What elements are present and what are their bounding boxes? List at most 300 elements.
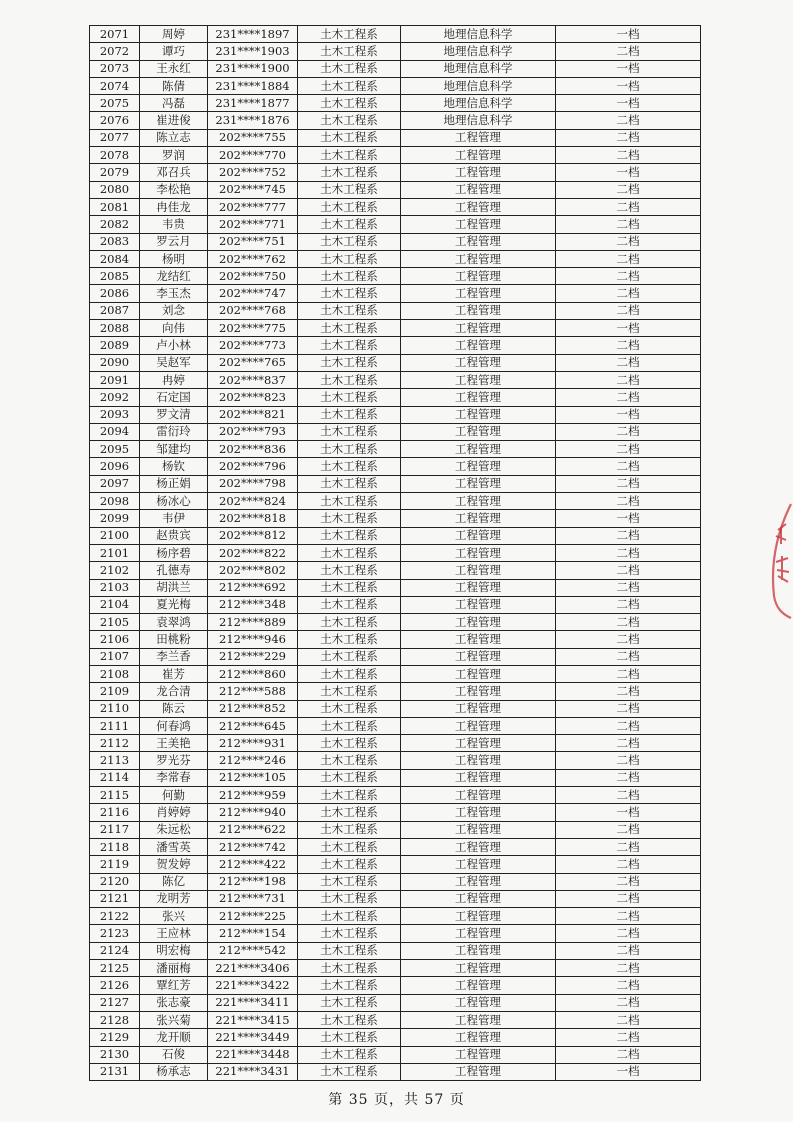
cell-major: 工程管理 <box>401 665 556 682</box>
cell-index: 2109 <box>90 683 140 700</box>
cell-index: 2122 <box>90 908 140 925</box>
table-row <box>90 389 701 406</box>
cell-department: 土木工程系 <box>298 821 401 838</box>
table-row <box>90 665 701 682</box>
cell-id: 221****3449 <box>208 1029 298 1046</box>
cell-major: 工程管理 <box>401 769 556 786</box>
table-row <box>90 320 701 337</box>
cell-name: 刘念 <box>140 302 208 319</box>
cell-grade: 一档 <box>556 406 701 423</box>
cell-department: 土木工程系 <box>298 890 401 907</box>
table-row <box>90 77 701 94</box>
cell-index: 2105 <box>90 614 140 631</box>
cell-name: 龙开顺 <box>140 1029 208 1046</box>
cell-grade: 二档 <box>556 112 701 129</box>
cell-id: 202****765 <box>208 354 298 371</box>
cell-major: 工程管理 <box>401 337 556 354</box>
cell-name: 周婷 <box>140 26 208 43</box>
cell-department: 土木工程系 <box>298 389 401 406</box>
cell-id: 202****750 <box>208 268 298 285</box>
cell-grade: 一档 <box>556 320 701 337</box>
table-row <box>90 821 701 838</box>
cell-index: 2072 <box>90 43 140 60</box>
cell-major: 工程管理 <box>401 735 556 752</box>
cell-index: 2102 <box>90 562 140 579</box>
cell-major: 工程管理 <box>401 354 556 371</box>
table-row <box>90 1046 701 1063</box>
cell-department: 土木工程系 <box>298 977 401 994</box>
table-row <box>90 596 701 613</box>
cell-name: 李松艳 <box>140 181 208 198</box>
cell-major: 工程管理 <box>401 648 556 665</box>
cell-department: 土木工程系 <box>298 1063 401 1080</box>
table-row <box>90 787 701 804</box>
cell-index: 2081 <box>90 198 140 215</box>
table-row <box>90 717 701 734</box>
cell-department: 土木工程系 <box>298 648 401 665</box>
cell-department: 土木工程系 <box>298 960 401 977</box>
cell-id: 231****1897 <box>208 26 298 43</box>
cell-major: 工程管理 <box>401 1046 556 1063</box>
cell-id: 202****747 <box>208 285 298 302</box>
cell-index: 2131 <box>90 1063 140 1080</box>
cell-name: 王美艳 <box>140 735 208 752</box>
cell-index: 2126 <box>90 977 140 994</box>
cell-id: 231****1876 <box>208 112 298 129</box>
table-row <box>90 1063 701 1080</box>
cell-major: 工程管理 <box>401 527 556 544</box>
table-row <box>90 268 701 285</box>
cell-major: 工程管理 <box>401 596 556 613</box>
cell-major: 工程管理 <box>401 544 556 561</box>
cell-department: 土木工程系 <box>298 285 401 302</box>
cell-department: 土木工程系 <box>298 250 401 267</box>
cell-index: 2125 <box>90 960 140 977</box>
table-row <box>90 700 701 717</box>
cell-id: 221****3422 <box>208 977 298 994</box>
cell-id: 202****822 <box>208 544 298 561</box>
cell-grade: 二档 <box>556 389 701 406</box>
cell-id: 221****3448 <box>208 1046 298 1063</box>
cell-grade: 二档 <box>556 1011 701 1028</box>
cell-name: 潘丽梅 <box>140 960 208 977</box>
cell-grade: 一档 <box>556 510 701 527</box>
red-seal-stamp-fragment <box>764 500 793 620</box>
cell-index: 2099 <box>90 510 140 527</box>
cell-id: 212****105 <box>208 769 298 786</box>
cell-major: 工程管理 <box>401 164 556 181</box>
cell-grade: 二档 <box>556 648 701 665</box>
cell-id: 202****823 <box>208 389 298 406</box>
cell-department: 土木工程系 <box>298 1011 401 1028</box>
table-row <box>90 147 701 164</box>
cell-department: 土木工程系 <box>298 423 401 440</box>
cell-name: 罗光芬 <box>140 752 208 769</box>
table-row <box>90 441 701 458</box>
cell-grade: 二档 <box>556 821 701 838</box>
cell-name: 韦贵 <box>140 216 208 233</box>
cell-major: 工程管理 <box>401 250 556 267</box>
cell-name: 邹建均 <box>140 441 208 458</box>
cell-grade: 二档 <box>556 787 701 804</box>
cell-name: 杨钦 <box>140 458 208 475</box>
cell-id: 212****940 <box>208 804 298 821</box>
cell-department: 土木工程系 <box>298 181 401 198</box>
cell-grade: 二档 <box>556 596 701 613</box>
cell-major: 工程管理 <box>401 631 556 648</box>
cell-grade: 二档 <box>556 631 701 648</box>
cell-index: 2110 <box>90 700 140 717</box>
cell-grade: 二档 <box>556 614 701 631</box>
cell-grade: 二档 <box>556 250 701 267</box>
cell-index: 2111 <box>90 717 140 734</box>
cell-grade: 二档 <box>556 337 701 354</box>
cell-grade: 二档 <box>556 890 701 907</box>
cell-department: 土木工程系 <box>298 596 401 613</box>
cell-name: 田桃粉 <box>140 631 208 648</box>
cell-name: 冉佳龙 <box>140 198 208 215</box>
cell-name: 张兴菊 <box>140 1011 208 1028</box>
cell-name: 何春鸿 <box>140 717 208 734</box>
table-row <box>90 181 701 198</box>
cell-index: 2097 <box>90 475 140 492</box>
cell-department: 土木工程系 <box>298 942 401 959</box>
cell-department: 土木工程系 <box>298 562 401 579</box>
cell-id: 202****745 <box>208 181 298 198</box>
cell-major: 工程管理 <box>401 371 556 388</box>
cell-id: 212****622 <box>208 821 298 838</box>
cell-department: 土木工程系 <box>298 665 401 682</box>
cell-department: 土木工程系 <box>298 994 401 1011</box>
cell-index: 2085 <box>90 268 140 285</box>
cell-name: 陈亿 <box>140 873 208 890</box>
cell-grade: 二档 <box>556 233 701 250</box>
table-row <box>90 354 701 371</box>
cell-major: 工程管理 <box>401 579 556 596</box>
table-row <box>90 233 701 250</box>
cell-index: 2128 <box>90 1011 140 1028</box>
table-row <box>90 873 701 890</box>
cell-name: 贺发婷 <box>140 856 208 873</box>
cell-major: 工程管理 <box>401 925 556 942</box>
cell-department: 土木工程系 <box>298 475 401 492</box>
cell-name: 陈云 <box>140 700 208 717</box>
table-row <box>90 43 701 60</box>
cell-major: 工程管理 <box>401 493 556 510</box>
table-row <box>90 112 701 129</box>
cell-name: 罗文清 <box>140 406 208 423</box>
cell-id: 202****752 <box>208 164 298 181</box>
cell-id: 231****1884 <box>208 77 298 94</box>
cell-major: 地理信息科学 <box>401 112 556 129</box>
cell-name: 王应林 <box>140 925 208 942</box>
cell-department: 土木工程系 <box>298 26 401 43</box>
table-row <box>90 475 701 492</box>
cell-major: 工程管理 <box>401 683 556 700</box>
cell-department: 土木工程系 <box>298 147 401 164</box>
cell-department: 土木工程系 <box>298 925 401 942</box>
cell-major: 工程管理 <box>401 268 556 285</box>
cell-id: 212****348 <box>208 596 298 613</box>
cell-department: 土木工程系 <box>298 268 401 285</box>
table-row <box>90 890 701 907</box>
cell-name: 孔德寿 <box>140 562 208 579</box>
cell-major: 工程管理 <box>401 406 556 423</box>
cell-index: 2075 <box>90 95 140 112</box>
cell-index: 2116 <box>90 804 140 821</box>
table-row <box>90 544 701 561</box>
cell-id: 202****812 <box>208 527 298 544</box>
cell-grade: 二档 <box>556 475 701 492</box>
cell-name: 明宏梅 <box>140 942 208 959</box>
cell-department: 土木工程系 <box>298 1029 401 1046</box>
cell-grade: 二档 <box>556 198 701 215</box>
cell-id: 202****837 <box>208 371 298 388</box>
cell-index: 2118 <box>90 838 140 855</box>
cell-id: 202****777 <box>208 198 298 215</box>
cell-name: 潘雪英 <box>140 838 208 855</box>
cell-index: 2079 <box>90 164 140 181</box>
cell-index: 2130 <box>90 1046 140 1063</box>
cell-grade: 二档 <box>556 423 701 440</box>
table-row <box>90 925 701 942</box>
cell-index: 2076 <box>90 112 140 129</box>
cell-name: 邓召兵 <box>140 164 208 181</box>
cell-name: 杨序碧 <box>140 544 208 561</box>
cell-department: 土木工程系 <box>298 614 401 631</box>
cell-id: 212****154 <box>208 925 298 942</box>
cell-name: 李常春 <box>140 769 208 786</box>
cell-id: 202****802 <box>208 562 298 579</box>
cell-name: 龙明芳 <box>140 890 208 907</box>
cell-id: 202****818 <box>208 510 298 527</box>
cell-name: 王永红 <box>140 60 208 77</box>
cell-id: 212****645 <box>208 717 298 734</box>
cell-name: 赵贵宾 <box>140 527 208 544</box>
cell-name: 杨承志 <box>140 1063 208 1080</box>
cell-id: 212****931 <box>208 735 298 752</box>
cell-major: 地理信息科学 <box>401 60 556 77</box>
cell-department: 土木工程系 <box>298 43 401 60</box>
cell-major: 工程管理 <box>401 441 556 458</box>
cell-id: 202****793 <box>208 423 298 440</box>
cell-id: 231****1877 <box>208 95 298 112</box>
cell-name: 韦伊 <box>140 510 208 527</box>
cell-index: 2119 <box>90 856 140 873</box>
cell-name: 崔芳 <box>140 665 208 682</box>
cell-major: 工程管理 <box>401 977 556 994</box>
cell-id: 212****959 <box>208 787 298 804</box>
cell-grade: 二档 <box>556 43 701 60</box>
cell-index: 2129 <box>90 1029 140 1046</box>
cell-id: 202****798 <box>208 475 298 492</box>
cell-index: 2121 <box>90 890 140 907</box>
cell-major: 工程管理 <box>401 285 556 302</box>
table-row <box>90 1029 701 1046</box>
table-row <box>90 994 701 1011</box>
cell-department: 土木工程系 <box>298 1046 401 1063</box>
cell-name: 龙结红 <box>140 268 208 285</box>
cell-department: 土木工程系 <box>298 631 401 648</box>
cell-major: 工程管理 <box>401 787 556 804</box>
cell-major: 工程管理 <box>401 510 556 527</box>
table-row <box>90 562 701 579</box>
cell-major: 工程管理 <box>401 614 556 631</box>
cell-id: 212****588 <box>208 683 298 700</box>
cell-name: 李兰香 <box>140 648 208 665</box>
cell-grade: 二档 <box>556 441 701 458</box>
cell-id: 202****755 <box>208 129 298 146</box>
cell-index: 2106 <box>90 631 140 648</box>
cell-grade: 二档 <box>556 1029 701 1046</box>
cell-grade: 一档 <box>556 1063 701 1080</box>
table-row <box>90 804 701 821</box>
cell-index: 2089 <box>90 337 140 354</box>
cell-grade: 二档 <box>556 994 701 1011</box>
cell-index: 2078 <box>90 147 140 164</box>
cell-id: 202****768 <box>208 302 298 319</box>
cell-id: 221****3406 <box>208 960 298 977</box>
cell-department: 土木工程系 <box>298 579 401 596</box>
cell-index: 2115 <box>90 787 140 804</box>
cell-index: 2127 <box>90 994 140 1011</box>
cell-grade: 二档 <box>556 1046 701 1063</box>
cell-index: 2082 <box>90 216 140 233</box>
cell-id: 212****731 <box>208 890 298 907</box>
cell-major: 工程管理 <box>401 838 556 855</box>
cell-department: 土木工程系 <box>298 198 401 215</box>
cell-grade: 二档 <box>556 181 701 198</box>
cell-id: 212****422 <box>208 856 298 873</box>
cell-major: 工程管理 <box>401 320 556 337</box>
cell-index: 2123 <box>90 925 140 942</box>
cell-department: 土木工程系 <box>298 804 401 821</box>
cell-grade: 二档 <box>556 268 701 285</box>
cell-name: 冉婷 <box>140 371 208 388</box>
cell-department: 土木工程系 <box>298 371 401 388</box>
cell-grade: 二档 <box>556 873 701 890</box>
cell-grade: 二档 <box>556 665 701 682</box>
cell-major: 工程管理 <box>401 1063 556 1080</box>
cell-name: 石俊 <box>140 1046 208 1063</box>
table-row <box>90 493 701 510</box>
table-row <box>90 458 701 475</box>
cell-id: 202****796 <box>208 458 298 475</box>
cell-id: 221****3411 <box>208 994 298 1011</box>
cell-id: 212****246 <box>208 752 298 769</box>
cell-grade: 二档 <box>556 579 701 596</box>
cell-grade: 二档 <box>556 354 701 371</box>
cell-department: 土木工程系 <box>298 216 401 233</box>
cell-index: 2071 <box>90 26 140 43</box>
cell-id: 212****225 <box>208 908 298 925</box>
cell-department: 土木工程系 <box>298 510 401 527</box>
table-row <box>90 26 701 43</box>
cell-major: 工程管理 <box>401 856 556 873</box>
cell-index: 2094 <box>90 423 140 440</box>
table-row <box>90 579 701 596</box>
cell-department: 土木工程系 <box>298 302 401 319</box>
cell-id: 212****946 <box>208 631 298 648</box>
cell-index: 2100 <box>90 527 140 544</box>
cell-department: 土木工程系 <box>298 527 401 544</box>
table-row <box>90 285 701 302</box>
cell-department: 土木工程系 <box>298 441 401 458</box>
cell-department: 土木工程系 <box>298 752 401 769</box>
cell-id: 212****692 <box>208 579 298 596</box>
cell-grade: 二档 <box>556 752 701 769</box>
cell-id: 202****775 <box>208 320 298 337</box>
page-footer: 第 35 页，共 57 页 <box>328 1092 465 1108</box>
cell-grade: 二档 <box>556 717 701 734</box>
cell-id: 212****852 <box>208 700 298 717</box>
cell-grade: 二档 <box>556 285 701 302</box>
cell-name: 冯磊 <box>140 95 208 112</box>
cell-grade: 二档 <box>556 838 701 855</box>
cell-id: 202****770 <box>208 147 298 164</box>
cell-major: 工程管理 <box>401 423 556 440</box>
table-row <box>90 129 701 146</box>
cell-grade: 二档 <box>556 493 701 510</box>
cell-index: 2090 <box>90 354 140 371</box>
cell-name: 龙合清 <box>140 683 208 700</box>
table-row <box>90 977 701 994</box>
cell-index: 2083 <box>90 233 140 250</box>
cell-major: 工程管理 <box>401 717 556 734</box>
cell-id: 231****1900 <box>208 60 298 77</box>
cell-index: 2093 <box>90 406 140 423</box>
cell-grade: 二档 <box>556 458 701 475</box>
table-row <box>90 1011 701 1028</box>
student-list-table <box>89 25 701 1081</box>
cell-major: 工程管理 <box>401 389 556 406</box>
cell-department: 土木工程系 <box>298 769 401 786</box>
cell-index: 2073 <box>90 60 140 77</box>
cell-grade: 二档 <box>556 562 701 579</box>
cell-department: 土木工程系 <box>298 544 401 561</box>
table-row <box>90 510 701 527</box>
cell-major: 工程管理 <box>401 1011 556 1028</box>
cell-id: 212****229 <box>208 648 298 665</box>
cell-index: 2120 <box>90 873 140 890</box>
cell-major: 工程管理 <box>401 908 556 925</box>
cell-name: 崔进俊 <box>140 112 208 129</box>
cell-major: 工程管理 <box>401 302 556 319</box>
table-row <box>90 960 701 977</box>
cell-index: 2091 <box>90 371 140 388</box>
cell-name: 李玉杰 <box>140 285 208 302</box>
cell-department: 土木工程系 <box>298 60 401 77</box>
cell-id: 212****542 <box>208 942 298 959</box>
cell-major: 工程管理 <box>401 960 556 977</box>
cell-grade: 二档 <box>556 147 701 164</box>
cell-department: 土木工程系 <box>298 77 401 94</box>
cell-department: 土木工程系 <box>298 700 401 717</box>
cell-name: 杨明 <box>140 250 208 267</box>
cell-index: 2113 <box>90 752 140 769</box>
cell-grade: 二档 <box>556 216 701 233</box>
cell-grade: 二档 <box>556 700 701 717</box>
cell-department: 土木工程系 <box>298 406 401 423</box>
cell-grade: 二档 <box>556 683 701 700</box>
table-row <box>90 250 701 267</box>
cell-index: 2088 <box>90 320 140 337</box>
cell-index: 2117 <box>90 821 140 838</box>
cell-department: 土木工程系 <box>298 908 401 925</box>
cell-major: 工程管理 <box>401 700 556 717</box>
cell-grade: 二档 <box>556 371 701 388</box>
cell-department: 土木工程系 <box>298 337 401 354</box>
